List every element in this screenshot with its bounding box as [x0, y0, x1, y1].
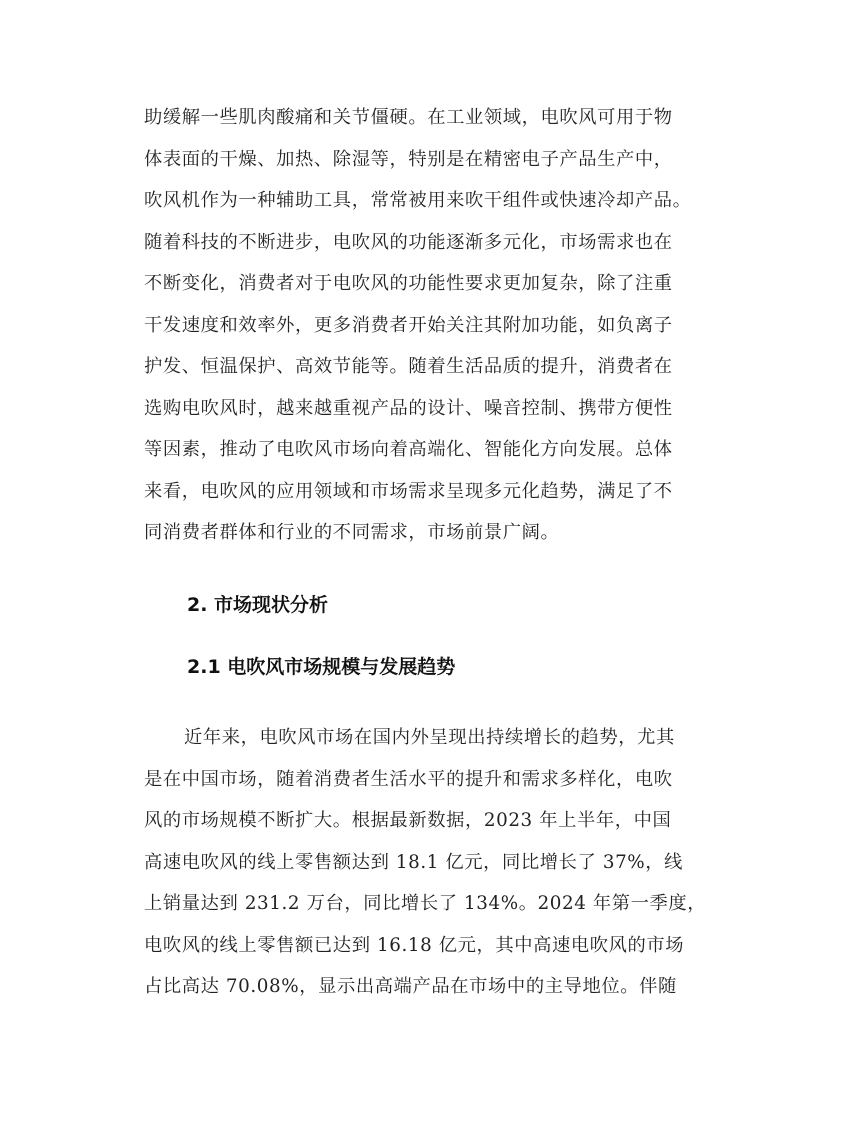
text-line: 高速电吹风的线上零售额达到 18.1 亿元，同比增长了 37%，线 [144, 851, 684, 873]
text-line: 助缓解一些肌肉酸痛和关节僵硬。在工业领域，电吹风可用于物 [144, 107, 673, 128]
text-line: 占比高达 70.08%，显示出高端产品在市场中的主导地位。伴随 [144, 976, 677, 997]
text-line: 上销量达到 231.2 万台，同比增长了 134%。2024 年第一季度， [144, 893, 707, 914]
text-line: 随着科技的不断进步，电吹风的功能逐渐多元化，市场需求也在 [144, 231, 673, 253]
text-line: 电吹风的线上零售额已达到 16.18 亿元，其中高速电吹风的市场 [144, 934, 685, 956]
section-heading-2-1: 2.1 电吹风市场规模与发展趋势 [187, 656, 456, 678]
text-line: 来看，电吹风的应用领域和市场需求呈现多元化趋势，满足了不 [144, 480, 673, 502]
section-heading-2: 2. 市场现状分析 [187, 594, 329, 616]
text-line: 干发速度和效率外，更多消费者开始关注其附加功能，如负离子 [144, 314, 673, 336]
text-line: 近年来，电吹风市场在国内外呈现出持续增长的趋势，尤其 [184, 727, 675, 748]
paragraph-market-size [144, 717, 724, 1008]
paragraph-intro-continued [144, 97, 724, 554]
text-line: 是在中国市场，随着消费者生活水平的提升和需求多样化，电吹 [144, 768, 673, 790]
text-line: 选购电吹风时，越来越重视产品的设计、噪音控制、携带方便性 [144, 397, 673, 419]
text-line: 等因素，推动了电吹风市场向着高端化、智能化方向发展。总体 [144, 439, 673, 460]
text-line: 体表面的干燥、加热、除湿等，特别是在精密电子产品生产中， [144, 148, 673, 170]
text-line: 护发、恒温保护、高效节能等。随着生活品质的提升，消费者在 [144, 356, 673, 377]
text-line: 不断变化，消费者对于电吹风的功能性要求更加复杂，除了注重 [144, 273, 673, 294]
text-line: 风的市场规模不断扩大。根据最新数据，2023 年上半年，中国 [144, 810, 672, 831]
text-line: 吹风机作为一种辅助工具，常常被用来吹干组件或快速冷却产品。 [144, 190, 692, 211]
text-line: 同消费者群体和行业的不同需求，市场前景广阔。 [144, 522, 560, 543]
